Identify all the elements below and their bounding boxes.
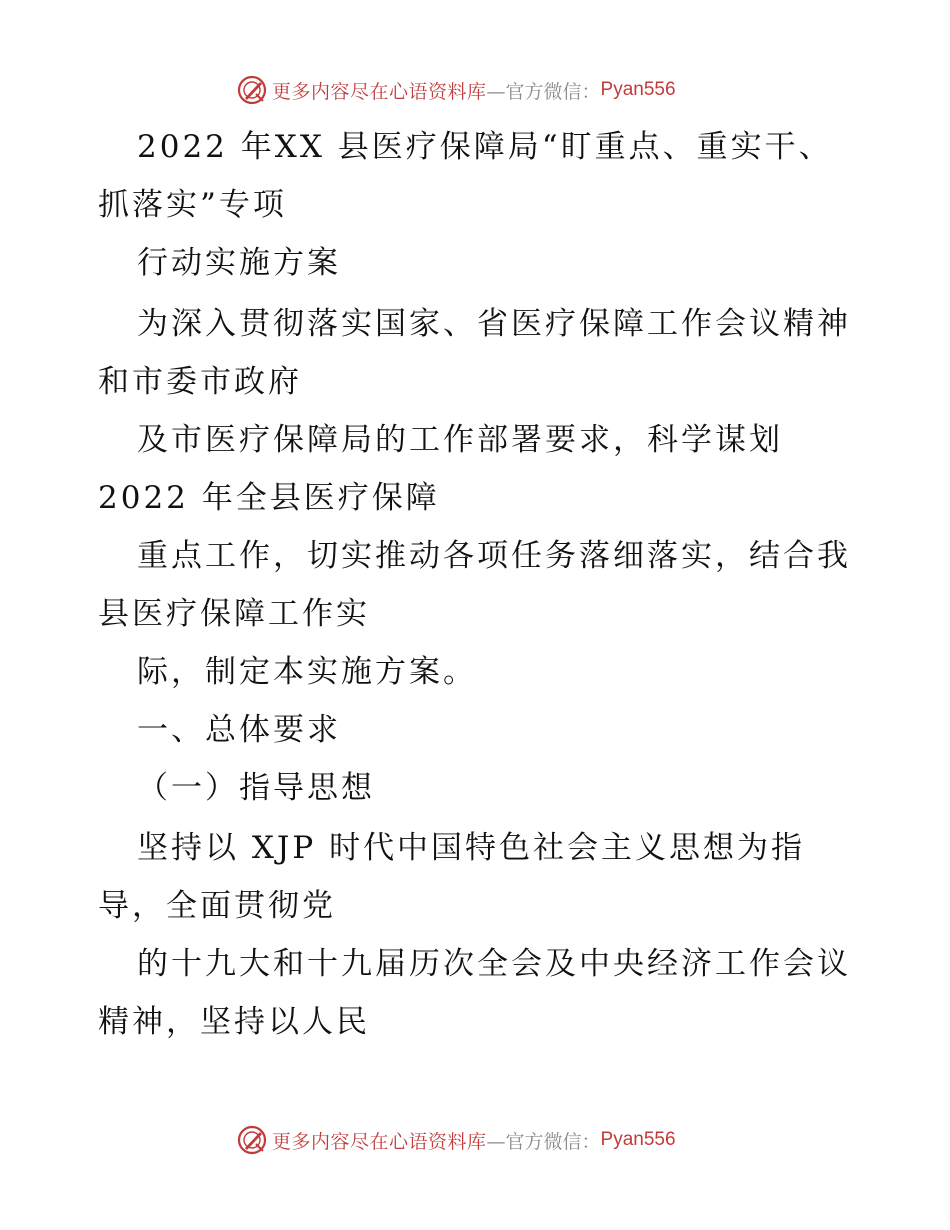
logo-icon [236, 1124, 268, 1156]
title-line-1: 2022 年XX 县医疗保障局“盯重点、重实干、 [137, 129, 833, 165]
paragraph-line: 及市医疗保障局的工作部署要求，科学谋划 [137, 422, 783, 458]
header-watermark [236, 72, 676, 108]
paragraph-line: 的十九大和十九届历次全会及中央经济工作会议 [137, 946, 851, 982]
paragraph-line: 为深入贯彻落实国家、省医疗保障工作会议精神 [137, 306, 851, 342]
paragraph-line: 县医疗保障工作实 [98, 596, 370, 632]
paragraph-line: 坚持以 XJP 时代中国特色社会主义思想为指 [137, 830, 806, 866]
logo-icon [236, 74, 268, 106]
watermark-separator: —官方微信： [486, 80, 601, 103]
watermark-separator: —官方微信： [486, 1130, 601, 1153]
paragraph-line: 2022 年全县医疗保障 [98, 480, 440, 516]
paragraph-line: 际，制定本实施方案。 [137, 654, 477, 690]
subsection-heading: （一）指导思想 [137, 770, 375, 806]
paragraph-line: 导，全面贯彻党 [98, 888, 336, 924]
paragraph-line: 和市委市政府 [98, 364, 302, 400]
watermark-wechat-id: Pyan556 [600, 79, 676, 100]
watermark-text: 更多内容尽在心语资料库 [272, 1130, 487, 1153]
title-line-3: 行动实施方案 [137, 245, 341, 281]
title-line-2: 抓落实”专项 [98, 187, 287, 223]
paragraph-line: 重点工作，切实推动各项任务落细落实，结合我 [137, 538, 851, 574]
paragraph-line: 精神，坚持以人民 [98, 1004, 370, 1040]
watermark-text: 更多内容尽在心语资料库 [272, 80, 487, 103]
footer-watermark [236, 1122, 676, 1158]
watermark-wechat-id: Pyan556 [600, 1129, 676, 1150]
section-heading: 一、总体要求 [137, 712, 341, 748]
